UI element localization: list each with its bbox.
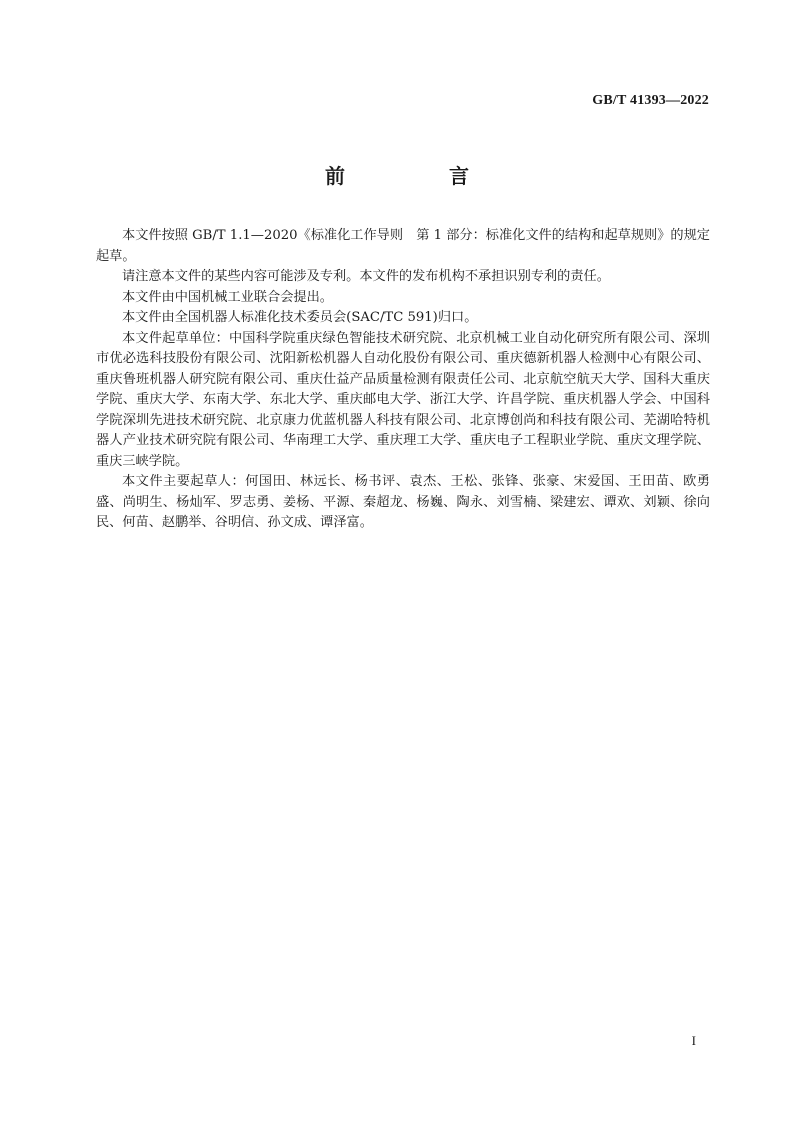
paragraph-committee: 本文件由全国机器人标准化技术委员会(SAC/TC 591)归口。 bbox=[122, 310, 478, 325]
page-title: 前 言 bbox=[325, 164, 511, 188]
standard-code: GB/T 41393—2022 bbox=[592, 93, 709, 108]
paragraph-drafters: 本文件主要起草人：何国田、林远长、杨书评、袁杰、王松、张锋、张豪、宋爱国、王田苗、欧勇盛、尚明生、杨灿军、罗志勇、姜杨、平源、秦超龙、杨巍、陶永、刘雪楠、梁建宏、谭欢、刘颖、徐向民、何苗、赵鹏举、谷明信、孙文成、谭泽富。 bbox=[96, 474, 710, 530]
paragraph-drafting-units: 本文件起草单位：中国科学院重庆绿色智能技术研究院、北京机械工业自动化研究所有限公司、深圳市优必选科技股份有限公司、沈阳新松机器人自动化股份有限公司、重庆德新机器人检测中心有限公司、重庆鲁班机器人研究院有限公司、重庆仕益产品质量检测有限责任公司、北京航空航天大学、国科大重庆学院、重庆大学、东南大学、东北大学、重庆邮电大学、浙江大学、许昌学院、重庆机器人学会、中国科学院深圳先进技术研究院、北京康力优蓝机器人科技有限公司、北京博创尚和科技有限公司、芜湖哈特机器人产业技术研究院有限公司、华南理工大学、重庆理工大学、重庆电子工程职业学院、重庆文理学院、重庆三峡学院。 bbox=[96, 330, 710, 469]
page-number: I bbox=[691, 1033, 696, 1048]
foreword-body bbox=[96, 226, 710, 534]
paragraph-patent-notice: 请注意本文件的某些内容可能涉及专利。本文件的发布机构不承担识别专利的责任。 bbox=[122, 269, 610, 284]
paragraph-proposer: 本文件由中国机械工业联合会提出。 bbox=[122, 289, 333, 305]
paragraph-drafting-rules: 本文件按照 GB/T 1.1—2020《标准化工作导则 第 1 部分：标准化文件的结构和起草规则》的规定起草。 bbox=[96, 228, 710, 264]
